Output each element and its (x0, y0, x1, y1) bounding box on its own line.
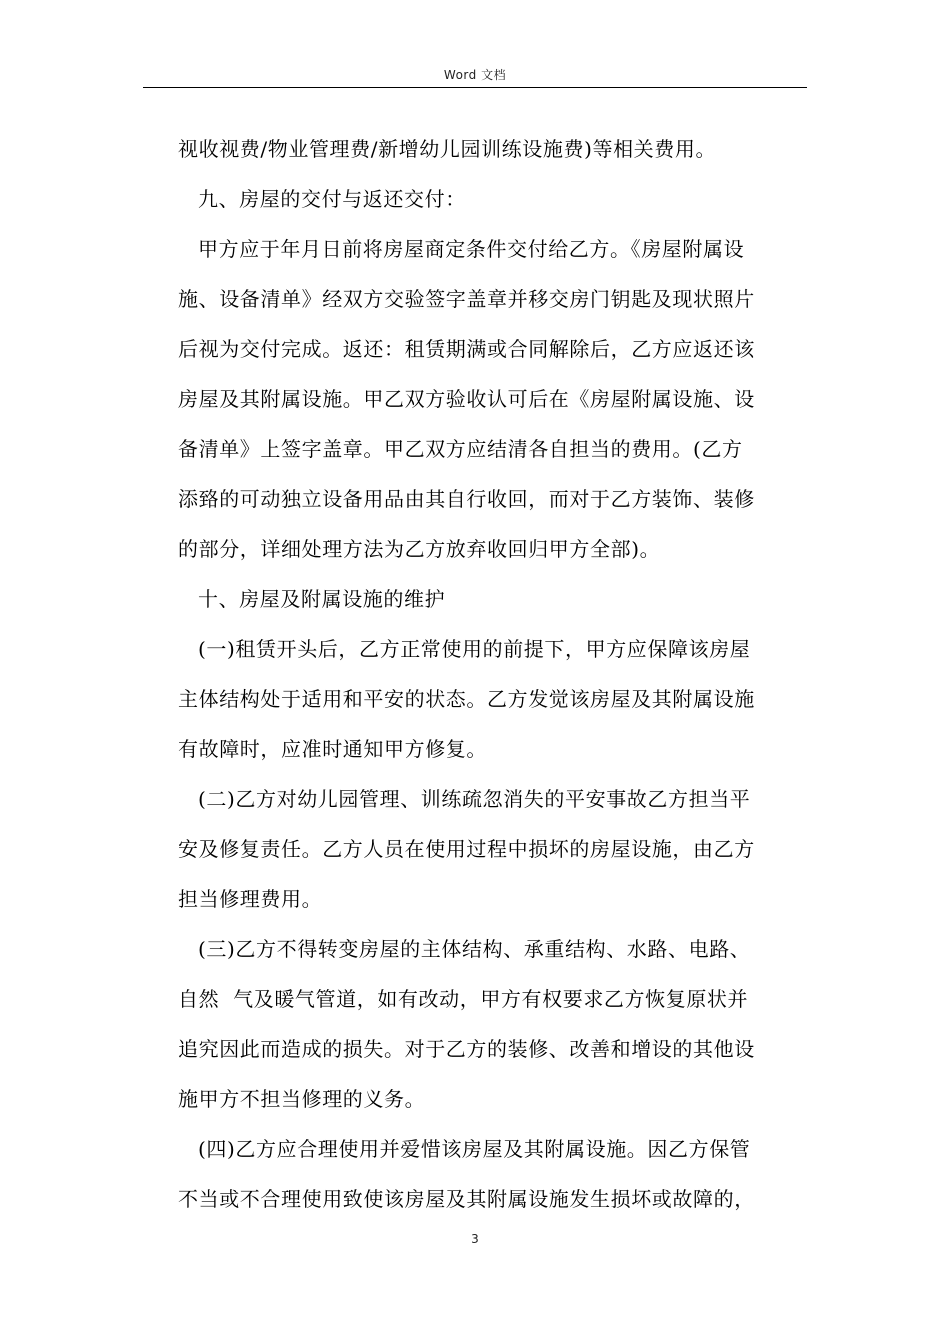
text-line: 房屋及其附属设施。甲乙双方验收认可后在《房屋附属设施、设 (178, 387, 755, 411)
text-line: 有故障时，应准时通知甲方修复。 (178, 737, 487, 761)
text-line: 的部分，详细处理方法为乙方放弃收回归甲方全部)。 (178, 537, 661, 561)
text-line: (四)乙方应合理使用并爱惜该房屋及其附属设施。因乙方保管 (198, 1137, 751, 1161)
text-line: 施甲方不担当修理的义务。 (178, 1087, 426, 1111)
text-line: 安及修复责任。乙方人员在使用过程中损坏的房屋设施，由乙方 (178, 837, 755, 861)
text-line: 甲方应于年月日前将房屋商定条件交付给乙方。《房屋附属设 (198, 237, 745, 261)
text-line: 主体结构处于适用和平安的状态。乙方发觉该房屋及其附属设施 (178, 687, 755, 711)
header-divider (143, 87, 807, 88)
header-title: Word 文档 (443, 68, 507, 82)
text-line: (二)乙方对幼儿园管理、训练疏忽消失的平安事故乙方担当平 (198, 787, 751, 811)
text-line: 追究因此而造成的损失。对于乙方的装修、改善和增设的其他设 (178, 1037, 755, 1061)
text-line: 添臵的可动独立设备用品由其自行收回，而对于乙方装饰、装修 (178, 487, 755, 511)
text-line: 视收视费/物业管理费/新增幼儿园训练设施费)等相关费用。 (178, 137, 717, 161)
text-line: (一)租赁开头后，乙方正常使用的前提下，甲方应保障该房屋 (198, 637, 751, 661)
section-heading: 九、房屋的交付与返还交付： (198, 187, 466, 211)
page-number: 3 (471, 1232, 479, 1246)
text-line: 自然 气及暖气管道，如有改动，甲方有权要求乙方恢复原状并 (178, 987, 749, 1011)
text-line: 施、设备清单》经双方交验签字盖章并移交房门钥匙及现状照片 (178, 287, 755, 311)
text-line: 后视为交付完成。返还：租赁期满或合同解除后，乙方应返还该 (178, 337, 755, 361)
text-line: 担当修理费用。 (178, 887, 323, 911)
text-line: 备清单》上签字盖章。甲乙双方应结清各自担当的费用。(乙方 (178, 437, 743, 461)
text-line: (三)乙方不得转变房屋的主体结构、承重结构、水路、电路、 (198, 937, 751, 961)
section-heading: 十、房屋及附属设施的维护 (198, 587, 446, 611)
text-line: 不当或不合理使用致使该房屋及其附属设施发生损坏或故障的， (178, 1187, 755, 1211)
